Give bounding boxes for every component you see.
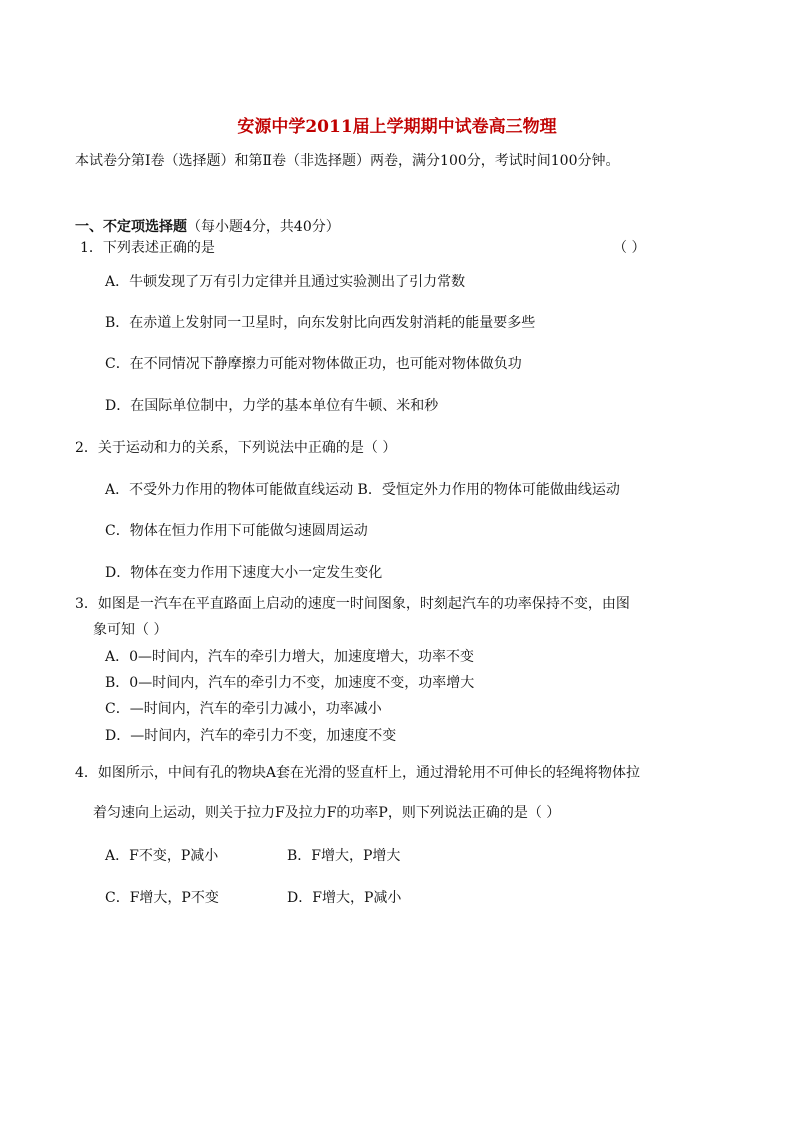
question-1-option-c: C．在不同情况下静摩擦力可能对物体做正功，也可能对物体做负功	[105, 356, 522, 372]
question-2-option-ab: A．不受外力作用的物体可能做直线运动 B．受恒定外力作用的物体可能做曲线运动	[105, 482, 620, 498]
exam-intro: 本试卷分第Ⅰ卷（选择题）和第Ⅱ卷（非选择题）两卷，满分100分，考试时间100分钟。	[75, 153, 620, 169]
question-1-option-b: B．在赤道上发射同一卫星时，向东发射比向西发射消耗的能量要多些	[105, 315, 536, 331]
question-4-option-d: D．F增大，P减小	[287, 890, 402, 906]
question-3-option-b: B．0—时间内，汽车的牵引力不变，加速度不变，功率增大	[105, 675, 475, 691]
question-1-answer-paren: （ ）	[613, 240, 646, 256]
question-3-option-d: D．—时间内，汽车的牵引力不变，加速度不变	[105, 728, 397, 744]
question-4-stem-line-2: 着匀速向上运动，则关于拉力F及拉力F的功率P，则下列说法正确的是（ ）	[93, 805, 561, 821]
question-1-option-d: D．在国际单位制中，力学的基本单位有牛顿、米和秒	[105, 398, 439, 414]
question-4-stem-line-1: 4．如图所示，中间有孔的物块A套在光滑的竖直杆上，通过滑轮用不可伸长的轻绳将物体拉	[75, 765, 641, 781]
section-title: 一、不定项选择题	[75, 219, 187, 235]
section-heading	[75, 218, 340, 236]
question-3-option-a: A．0—时间内，汽车的牵引力增大，加速度增大，功率不变	[105, 649, 475, 665]
question-3-option-c: C．—时间内，汽车的牵引力减小，功率减小	[105, 701, 382, 717]
question-2-option-d: D．物体在变力作用下速度大小一定发生变化	[105, 565, 383, 581]
question-1-stem: 1．下列表述正确的是	[80, 240, 215, 256]
question-4-option-a: A．F不变，P减小	[105, 848, 219, 864]
question-1-option-a: A．牛顿发现了万有引力定律并且通过实验测出了引力常数	[105, 274, 466, 290]
exam-title: 安源中学2011届上学期期中试卷高三物理	[237, 117, 557, 137]
question-4-option-c: C．F增大，P不变	[105, 890, 219, 906]
question-3-stem-line-1: 3．如图是一汽车在平直路面上启动的速度一时间图象，时刻起汽车的功率保持不变，由图	[75, 596, 630, 612]
question-4-option-b: B．F增大，P增大	[287, 848, 401, 864]
question-2-stem: 2．关于运动和力的关系，下列说法中正确的是（ ）	[75, 440, 397, 456]
question-2-option-c: C．物体在恒力作用下可能做匀速圆周运动	[105, 523, 368, 539]
section-note: （每小题4分，共40分）	[187, 219, 340, 235]
question-3-stem-line-2: 象可知（ ）	[93, 622, 168, 638]
